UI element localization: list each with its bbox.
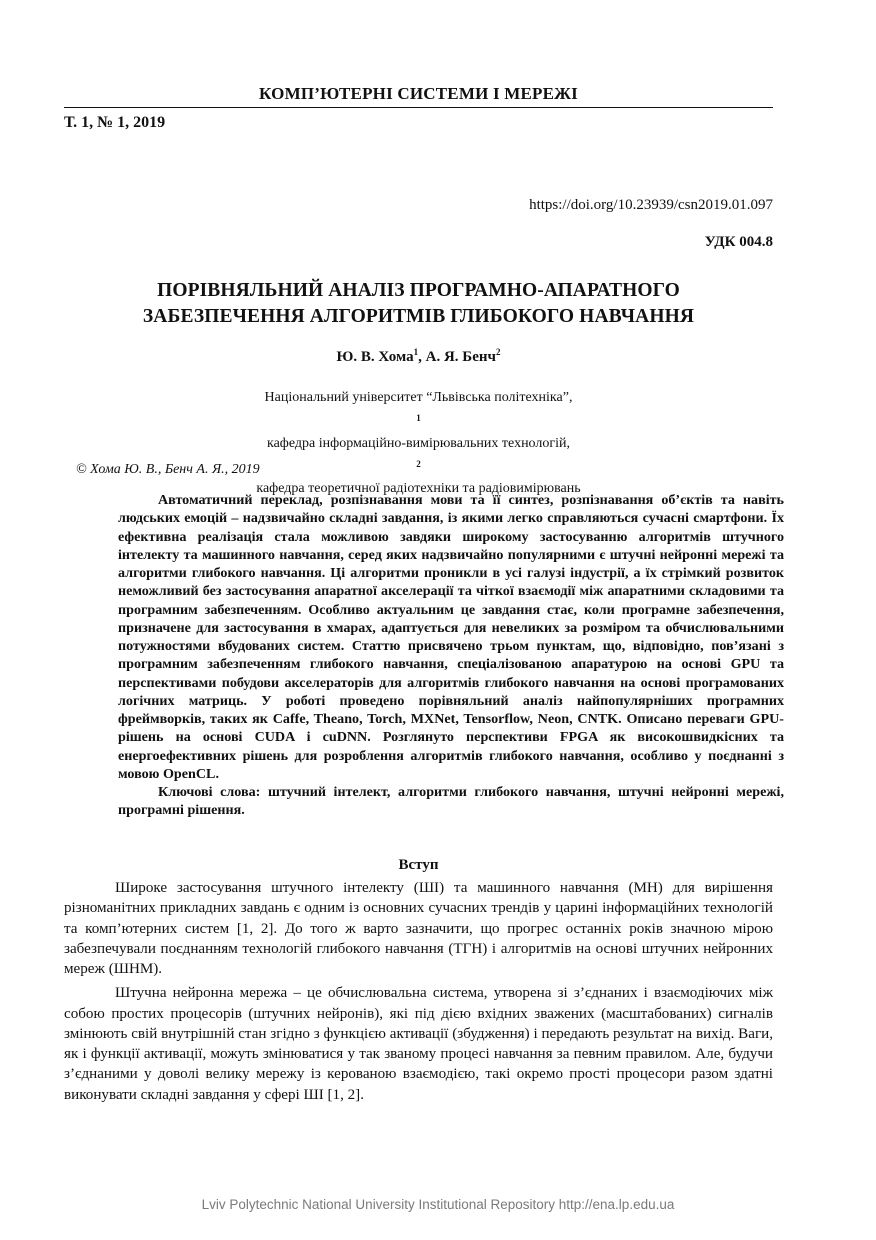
article-title <box>64 278 773 330</box>
department <box>64 408 773 454</box>
affiliation-block <box>64 388 773 499</box>
header-divider <box>64 107 773 108</box>
author-affiliation-mark: 1 <box>413 347 419 357</box>
doi-link[interactable]: https://doi.org/10.23939/csn2019.01.097 <box>529 197 773 213</box>
issue-info: Т. 1, № 1, 2019 <box>64 114 166 131</box>
intro-body <box>64 878 773 1109</box>
keywords: Ключові слова: штучний інтелект, алгоритми глибокого навчання, штучні нейронні мережі, програмні рішення. <box>118 784 784 819</box>
author-separator: , <box>418 349 426 365</box>
department-mark: 2 <box>416 458 421 469</box>
author-affiliation-mark: 2 <box>495 347 501 357</box>
author-list <box>64 347 773 366</box>
author-name: Ю. В. Хома <box>336 349 414 365</box>
repository-footer: Lviv Polytechnic National University Institutional Repository http://ena.lp.edu.ua <box>201 1197 675 1212</box>
department-name: кафедра інформаційно-вимірювальних технологій, <box>267 435 570 451</box>
title-line: ЗАБЕЗПЕЧЕННЯ АЛГОРИТМІВ ГЛИБОКОГО НАВЧАННЯ <box>142 306 695 327</box>
copyright-notice: © Хома Ю. В., Бенч А. Я., 2019 <box>76 462 260 477</box>
university-name: Національний університет “Львівська політехніка”, <box>264 390 573 405</box>
journal-name: КОМП’ЮТЕРНІ СИСТЕМИ І МЕРЕЖІ <box>259 84 578 103</box>
udc-code: УДК 004.8 <box>704 234 773 250</box>
body-paragraph: Штучна нейронна мережа – це обчислювальна система, утворена зі з’єднаних і взаємодіючих між собою простих процесорів (штучних нейронів), які під дією вхідних зважених (масштабованих) сигналів змінюють свій внутрішній стан згідно з функцією активації (збудження) і передають результат на вихід. Ваги, як і функції активації, можуть змінюватися у так званому процесі навчання за певним правилом. Але, будучи з’єднаними у доволі велику мережу із керованою взаємодією, такі окремо прості процесори разом здатні виконувати складні завдання у сфері ШІ [1, 2]. <box>64 985 773 1103</box>
abstract-text: Автоматичний переклад, розпізнавання мови та її синтез, розпізнавання об’єктів та навіть людських емоцій – надзвичайно складні завдання, із якими легко справляються сучасні смартфони. Їх ефективна реалізація стала можливою завдяки широкому застосуванню алгоритмів штучного інтелекту та машинного навчання, серед яких надзвичайно популярними є штучні нейронні мережі та алгоритми глибокого навчання. Ці алгоритми проникли в усі галузі індустрії, а їх стрімкий розвиток неможливий без застосування апаратної акселерації та чіткої взаємодії між апаратними складовими та програмним забезпеченням. Особливо актуальним це завдання стає, коли програмне забезпечення, призначене для застосування в хмарах, адаптується для невеликих за розміром та обчислювальними потужностями вбудованих систем. Статтю присвячено трьом пунктам, що, відповідно, пов’язані з програмним забезпеченням глибокого навчання, спеціалізованою апаратурою на основі GPU та перспективами побудови акселераторів для алгоритмів глибокого навчання на основі програмованих логічних матриць. У роботі проведено порівняльний аналіз найпопулярніших програмних фреймворків, таких як Caffe, Theano, Torch, MXNet, Tensorflow, Neon, CNTK. Описано переваги GPU-рішень на основі CUDA і cuDNN. Розглянуто перспективи FPGA як високошвидкісних та енергоефективних рішень для розроблення алгоритмів глибокого навчання, особливо у поєднанні з мовою OpenCL. <box>118 492 784 782</box>
section-heading: Вступ <box>398 857 439 873</box>
title-line: ПОРІВНЯЛЬНИЙ АНАЛІЗ ПРОГРАМНО-АПАРАТНОГО <box>157 280 680 301</box>
abstract <box>118 491 784 820</box>
author-name: А. Я. Бенч <box>425 349 496 365</box>
department-mark: 1 <box>416 413 421 423</box>
body-paragraph: Широке застосування штучного інтелекту (ШІ) та машинного навчання (МН) для вирішення різноманітних прикладних завдань є одним із основних сучасних трендів у царині інформаційних технологій та комп’ютерних систем [1, 2]. До того ж варто зазначити, що прогрес останніх років значною мірою забезпечували поєднанням технологій глибокого навчання (ТГН) і алгоритмів на основі штучних нейронних мереж (ШНМ). <box>64 880 773 977</box>
department-name: кафедра теоретичної радіотехніки та радіовимірювань <box>256 481 581 497</box>
